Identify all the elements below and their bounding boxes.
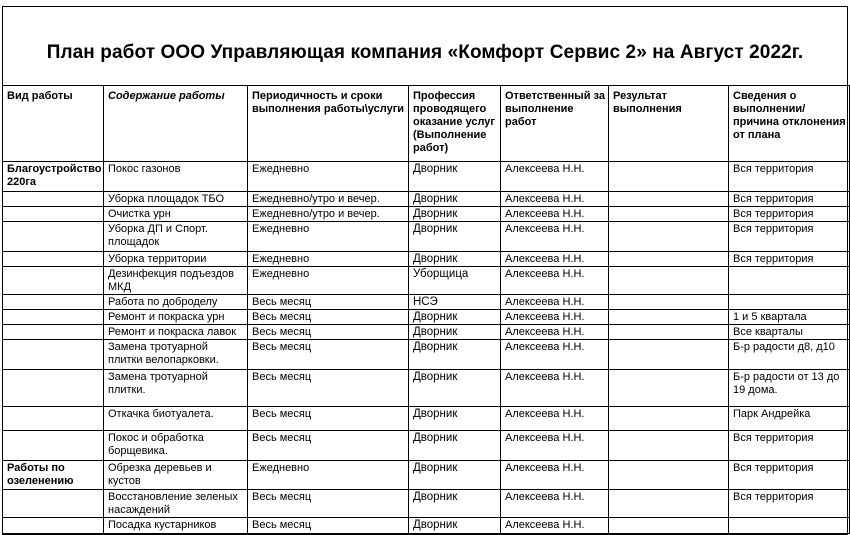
table-cell-profession: Дворник bbox=[409, 490, 501, 518]
table-row bbox=[3, 340, 850, 370]
table-cell-profession: Дворник bbox=[409, 461, 501, 490]
table-cell-kind: Работы по озеленению bbox=[3, 461, 104, 490]
table-row bbox=[3, 461, 850, 490]
work-plan-table bbox=[2, 85, 850, 534]
table-row bbox=[3, 490, 850, 518]
table-cell-period: Весь месяц bbox=[248, 295, 409, 310]
header-cell-responsible: Ответственный за выполнение работ bbox=[501, 86, 609, 162]
table-cell-period: Весь месяц bbox=[248, 518, 409, 534]
table-row bbox=[3, 407, 850, 431]
header-cell-period: Периодичность и сроки выполнения работы\услуги bbox=[248, 86, 409, 162]
table-cell-info: Вся территория bbox=[729, 192, 850, 207]
table-cell-info bbox=[729, 267, 850, 295]
table-cell-profession: НСЭ bbox=[409, 295, 501, 310]
table-cell-info: Вся территория bbox=[729, 162, 850, 192]
table-cell-profession: Дворник bbox=[409, 252, 501, 267]
table-cell-responsible: Алексеева Н.Н. bbox=[501, 295, 609, 310]
table-cell-kind bbox=[3, 325, 104, 340]
table-cell-kind bbox=[3, 431, 104, 461]
table-cell-kind bbox=[3, 222, 104, 252]
table-cell-kind bbox=[3, 252, 104, 267]
table-cell-info: Б-р радости от 13 до 19 дома. bbox=[729, 370, 850, 407]
table-cell-task: Уборка территории bbox=[104, 252, 248, 267]
table-cell-task: Покос и обработка борщевика. bbox=[104, 431, 248, 461]
table-cell-result bbox=[609, 340, 729, 370]
table-cell-task: Уборка ДП и Спорт. площадок bbox=[104, 222, 248, 252]
table-cell-kind bbox=[3, 407, 104, 431]
table-cell-profession: Дворник bbox=[409, 222, 501, 252]
header-cell-profession: Профессия проводящего оказание услуг (Выполнение работ) bbox=[409, 86, 501, 162]
table-cell-profession: Дворник bbox=[409, 518, 501, 534]
table-cell-result bbox=[609, 370, 729, 407]
table-cell-task: Откачка биотуалета. bbox=[104, 407, 248, 431]
table-cell-task: Замена тротуарной плитки велопарковки. bbox=[104, 340, 248, 370]
table-cell-period: Весь месяц bbox=[248, 490, 409, 518]
table-cell-period: Весь месяц bbox=[248, 370, 409, 407]
table-cell-result bbox=[609, 325, 729, 340]
header-cell-task: Содержание работы bbox=[104, 86, 248, 162]
table-cell-task: Покос газонов bbox=[104, 162, 248, 192]
table-cell-kind bbox=[3, 310, 104, 325]
table-cell-responsible: Алексеева Н.Н. bbox=[501, 222, 609, 252]
table-cell-responsible: Алексеева Н.Н. bbox=[501, 325, 609, 340]
document-title: План работ ООО Управляющая компания «Комфорт Сервис 2» на Август 2022г. bbox=[46, 42, 804, 63]
table-cell-profession: Дворник bbox=[409, 207, 501, 222]
table-cell-info bbox=[729, 295, 850, 310]
table-cell-kind bbox=[3, 192, 104, 207]
table-cell-result bbox=[609, 222, 729, 252]
table-cell-task: Замена тротуарной плитки. bbox=[104, 370, 248, 407]
table-cell-kind bbox=[3, 370, 104, 407]
table-cell-result bbox=[609, 252, 729, 267]
table-cell-profession: Дворник bbox=[409, 162, 501, 192]
table-row bbox=[3, 222, 850, 252]
table-cell-result bbox=[609, 267, 729, 295]
table-cell-info: Парк Андрейка bbox=[729, 407, 850, 431]
table-cell-period: Весь месяц bbox=[248, 340, 409, 370]
table-cell-period: Ежедневно/утро и вечер. bbox=[248, 192, 409, 207]
table-cell-result bbox=[609, 295, 729, 310]
header-cell-result: Результат выполнения bbox=[609, 86, 729, 162]
table-cell-responsible: Алексеева Н.Н. bbox=[501, 518, 609, 534]
table-cell-responsible: Алексеева Н.Н. bbox=[501, 252, 609, 267]
table-cell-responsible: Алексеева Н.Н. bbox=[501, 207, 609, 222]
table-cell-period: Ежедневно bbox=[248, 252, 409, 267]
table-cell-kind bbox=[3, 267, 104, 295]
table-cell-info bbox=[729, 518, 850, 534]
header-cell-info: Сведения о выполнении/ причина отклонения от плана bbox=[729, 86, 850, 162]
table-cell-result bbox=[609, 192, 729, 207]
table-cell-period: Ежедневно bbox=[248, 162, 409, 192]
table-cell-profession: Уборщица bbox=[409, 267, 501, 295]
table-cell-result bbox=[609, 431, 729, 461]
table-cell-responsible: Алексеева Н.Н. bbox=[501, 340, 609, 370]
table-cell-result bbox=[609, 490, 729, 518]
title-box bbox=[3, 7, 847, 86]
table-row bbox=[3, 252, 850, 267]
table-cell-period: Ежедневно/утро и вечер. bbox=[248, 207, 409, 222]
table-cell-result bbox=[609, 407, 729, 431]
table-cell-kind bbox=[3, 295, 104, 310]
table-cell-kind bbox=[3, 207, 104, 222]
table-cell-responsible: Алексеева Н.Н. bbox=[501, 310, 609, 325]
header-cell-kind: Вид работы bbox=[3, 86, 104, 162]
table-cell-task: Очистка урн bbox=[104, 207, 248, 222]
table-cell-task: Восстановление зеленых насаждений bbox=[104, 490, 248, 518]
table-cell-info: 1 и 5 квартала bbox=[729, 310, 850, 325]
table-cell-period: Ежедневно bbox=[248, 461, 409, 490]
table-cell-profession: Дворник bbox=[409, 340, 501, 370]
table-row bbox=[3, 325, 850, 340]
table-cell-kind: Благоустройство 220га bbox=[3, 162, 104, 192]
table-row bbox=[3, 370, 850, 407]
table-cell-result bbox=[609, 461, 729, 490]
table-row bbox=[3, 267, 850, 295]
document-sheet bbox=[2, 6, 848, 535]
table-cell-responsible: Алексеева Н.Н. bbox=[501, 267, 609, 295]
table-row bbox=[3, 310, 850, 325]
table-cell-profession: Дворник bbox=[409, 325, 501, 340]
table-cell-task: Работа по доброделу bbox=[104, 295, 248, 310]
table-row bbox=[3, 207, 850, 222]
table-cell-task: Обрезка деревьев и кустов bbox=[104, 461, 248, 490]
table-cell-info: Б-р радости д8, д10 bbox=[729, 340, 850, 370]
table-cell-responsible: Алексеева Н.Н. bbox=[501, 490, 609, 518]
table-row bbox=[3, 431, 850, 461]
table-cell-info: Вся территория bbox=[729, 207, 850, 222]
table-row bbox=[3, 295, 850, 310]
table-row bbox=[3, 518, 850, 534]
table-cell-responsible: Алексеева Н.Н. bbox=[501, 407, 609, 431]
table-cell-result bbox=[609, 207, 729, 222]
table-cell-result bbox=[609, 162, 729, 192]
table-cell-info: Вся территория bbox=[729, 252, 850, 267]
table-cell-kind bbox=[3, 490, 104, 518]
table-cell-profession: Дворник bbox=[409, 370, 501, 407]
table-cell-responsible: Алексеева Н.Н. bbox=[501, 431, 609, 461]
table-row bbox=[3, 162, 850, 192]
table-cell-info: Вся территория bbox=[729, 461, 850, 490]
table-cell-task: Уборка площадок ТБО bbox=[104, 192, 248, 207]
table-cell-info: Вся территория bbox=[729, 490, 850, 518]
table-cell-period: Весь месяц bbox=[248, 325, 409, 340]
table-cell-info: Вся территория bbox=[729, 222, 850, 252]
table-cell-kind bbox=[3, 340, 104, 370]
table-row bbox=[3, 192, 850, 207]
table-cell-responsible: Алексеева Н.Н. bbox=[501, 461, 609, 490]
table-cell-result bbox=[609, 518, 729, 534]
table-cell-result bbox=[609, 310, 729, 325]
table-cell-profession: Дворник bbox=[409, 310, 501, 325]
header-row bbox=[3, 86, 850, 162]
table-cell-responsible: Алексеева Н.Н. bbox=[501, 370, 609, 407]
table-cell-period: Весь месяц bbox=[248, 431, 409, 461]
table-cell-task: Ремонт и покраска лавок bbox=[104, 325, 248, 340]
table-cell-profession: Дворник bbox=[409, 407, 501, 431]
table-cell-responsible: Алексеева Н.Н. bbox=[501, 192, 609, 207]
table-cell-info: Все кварталы bbox=[729, 325, 850, 340]
table-cell-kind bbox=[3, 518, 104, 534]
table-cell-profession: Дворник bbox=[409, 431, 501, 461]
table-cell-task: Дезинфекция подъездов МКД bbox=[104, 267, 248, 295]
table-cell-period: Весь месяц bbox=[248, 407, 409, 431]
table-cell-info: Вся территория bbox=[729, 431, 850, 461]
table-cell-period: Ежедневно bbox=[248, 222, 409, 252]
table-cell-task: Посадка кустарников bbox=[104, 518, 248, 534]
table-cell-responsible: Алексеева Н.Н. bbox=[501, 162, 609, 192]
table-cell-profession: Дворник bbox=[409, 192, 501, 207]
table-cell-period: Ежедневно bbox=[248, 267, 409, 295]
table-cell-task: Ремонт и покраска урн bbox=[104, 310, 248, 325]
table-cell-period: Весь месяц bbox=[248, 310, 409, 325]
